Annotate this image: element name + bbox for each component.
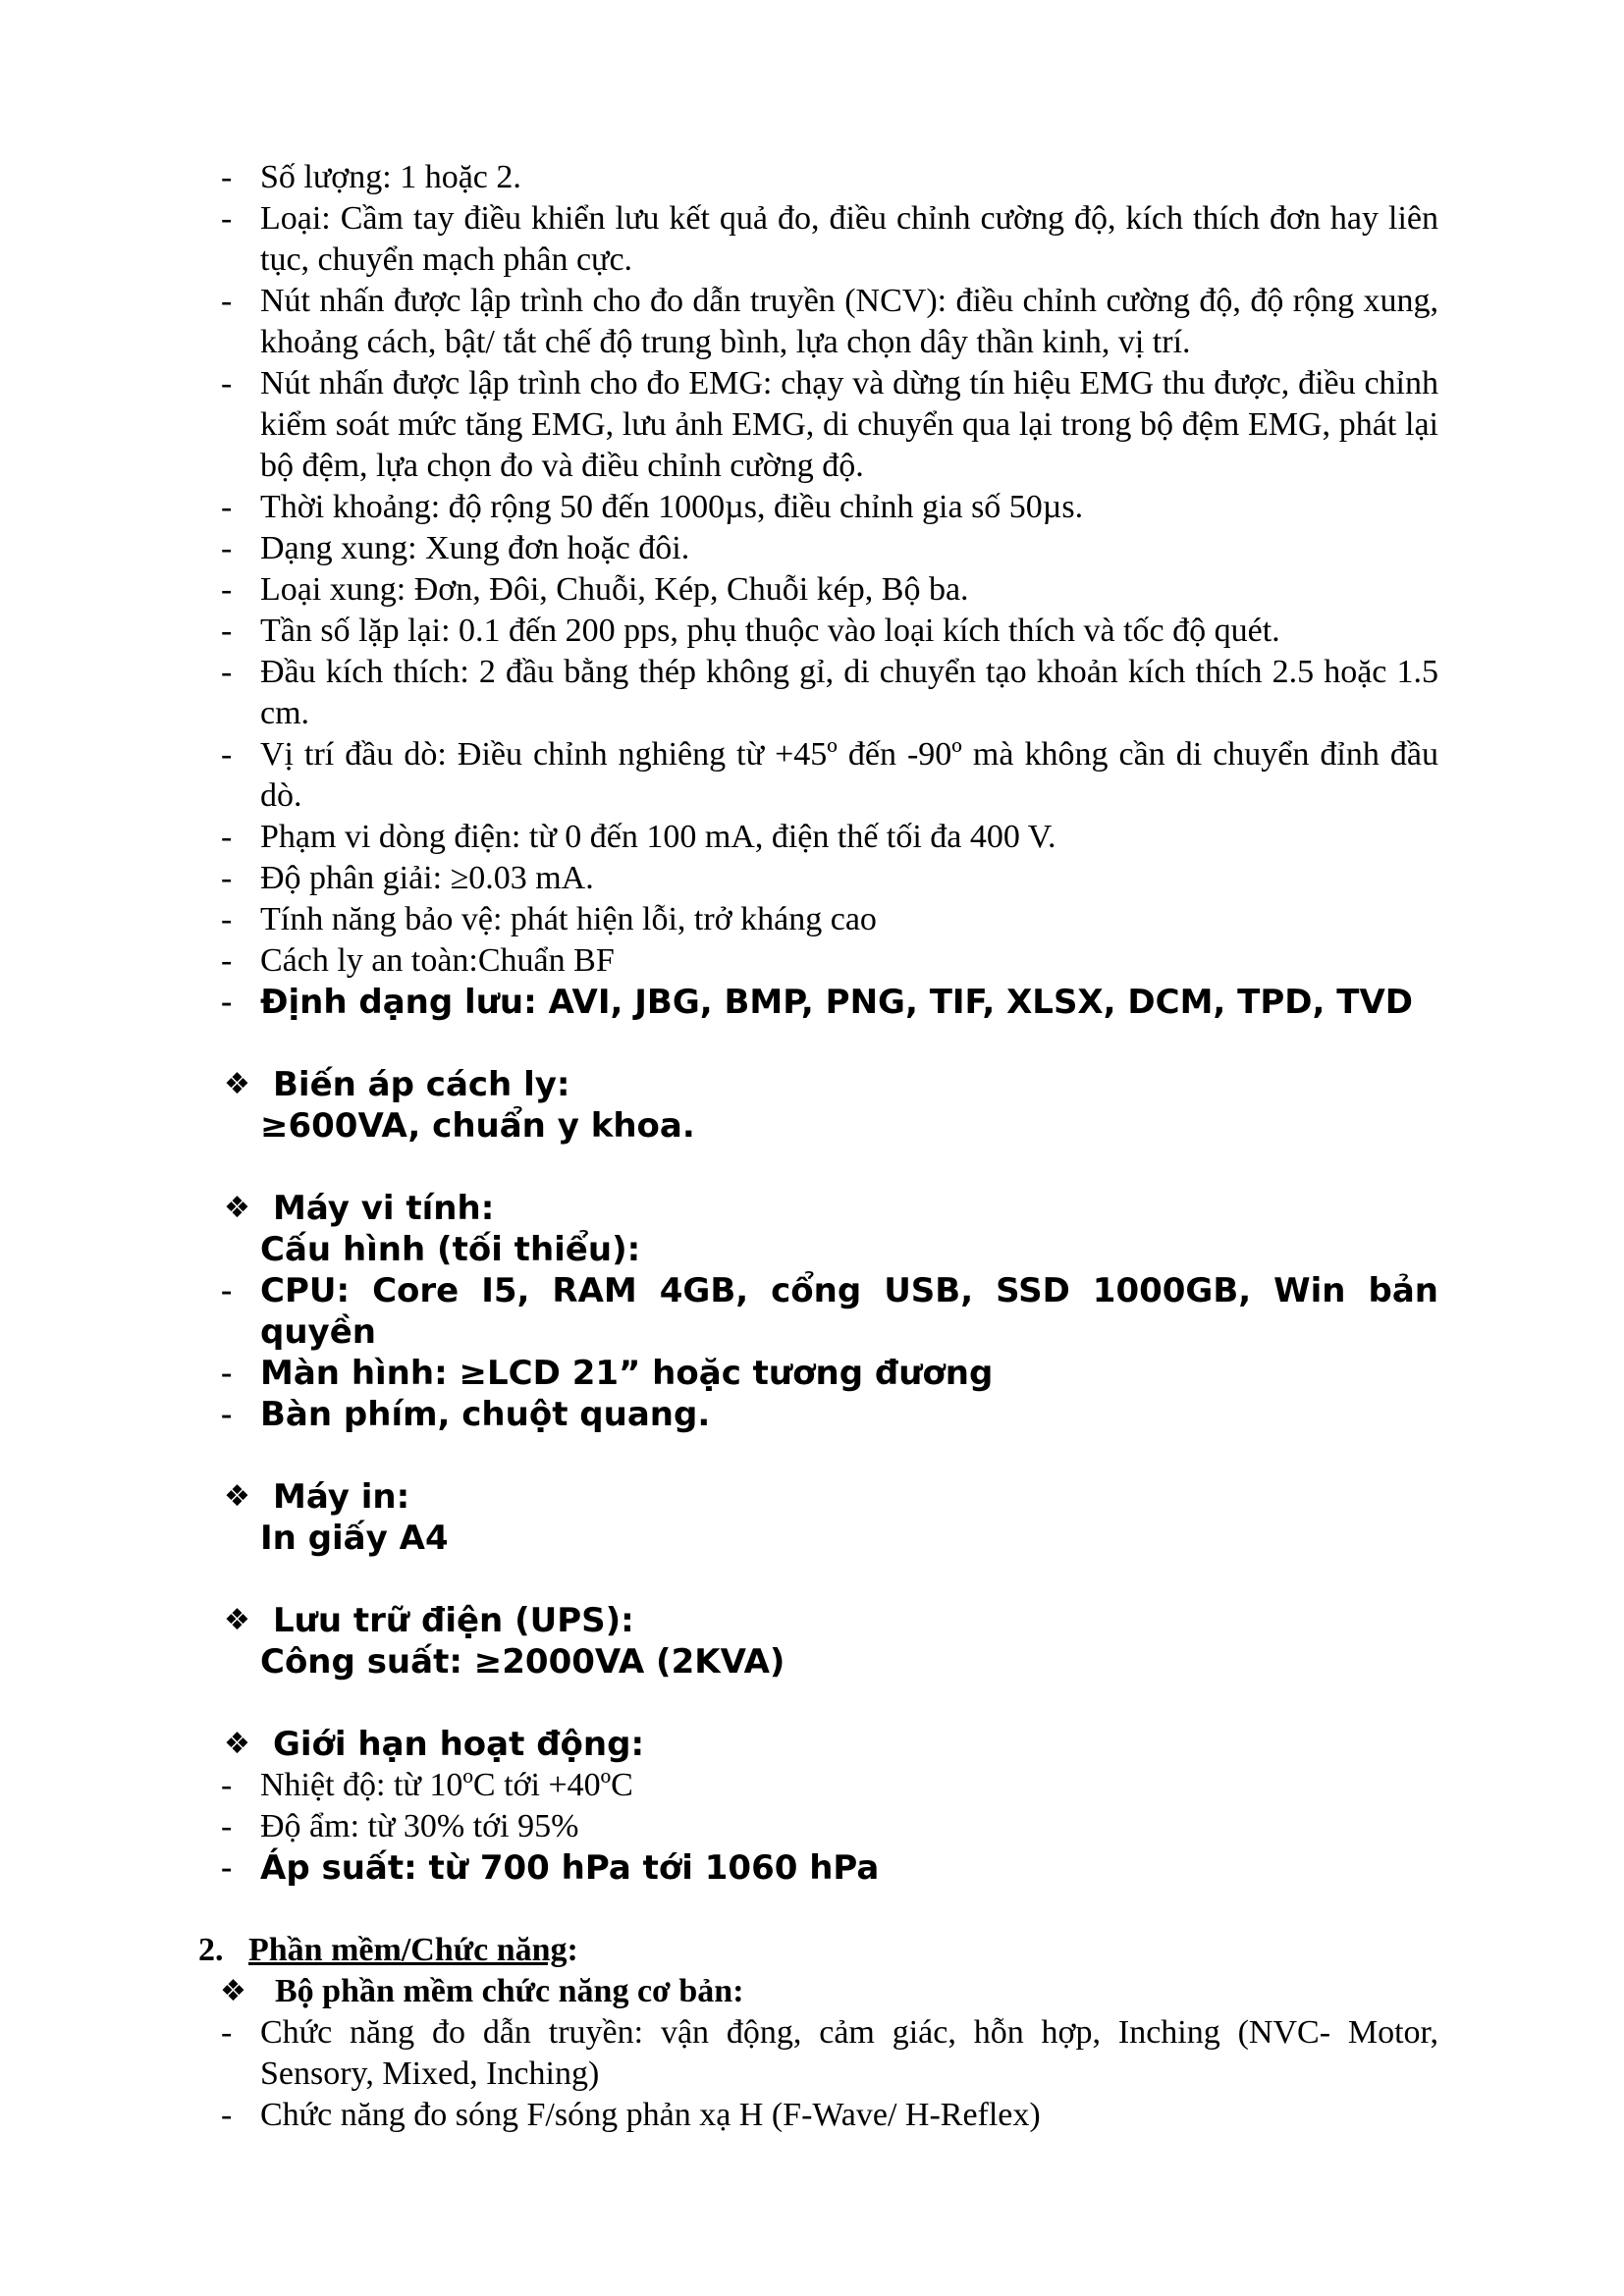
limits-section [0,1724,1624,1889]
list-item: - Bàn phím, chuột quang. [221,1395,711,1434]
printer-section [0,1476,1624,1559]
list-item: - Áp suất: từ 700 hPa tới 1060 hPa [221,1848,880,1888]
list-item: - Loại: Cầm tay điều khiển lưu kết quả đo, điều chỉnh cường độ, kích thích đơn hay liên tục, chuyển mạch phân cực. [221,200,1438,278]
list-item: - Dạng xung: Xung đơn hoặc đôi. [221,530,690,566]
diamond-bullet-icon: ❖ [224,1603,250,1637]
list-item: - Nút nhấn được lập trình cho đo EMG: chạy và dừng tín hiệu EMG thu được, điều chỉnh kiểm soát mức tăng EMG, lưu ảnh EMG, di chuyển qua lại trong bộ đệm EMG, phát lại bộ đệm, lựa chọn đo và điều chỉnh cường độ. [221,365,1438,484]
section-detail: Cấu hình (tối thiểu): [260,1230,641,1269]
subsection-heading: Bộ phần mềm chức năng cơ bản: [275,1973,744,2009]
list-item: - Nút nhấn được lập trình cho đo dẫn truyền (NCV): điều chỉnh cường độ, độ rộng xung, khoảng cách, bật/ tắt chế độ trung bình, lựa chọn dây thần kinh, vị trí. [221,283,1438,360]
list-item: - Chức năng đo dẫn truyền: vận động, cảm giác, hỗn hợp, Inching (NVC- Motor, Sensory, Mixed, Inching) [221,2014,1438,2092]
section-heading: Máy vi tính: [273,1189,495,1228]
ups-section [0,1600,1624,1682]
probe-spec-list [0,157,1624,1023]
list-item: - Tính năng bảo vệ: phát hiện lỗi, trở kháng cao [221,901,877,937]
list-item: - Vị trí đầu dò: Điều chỉnh nghiêng từ +45º đến -90º mà không cần di chuyển đỉnh đầu dò. [221,736,1438,814]
diamond-bullet-icon: ❖ [224,1191,250,1225]
list-item: - Loại xung: Đơn, Đôi, Chuỗi, Kép, Chuỗi kép, Bộ ba. [221,571,969,608]
list-item: - CPU: Core I5, RAM 4GB, cổng USB, SSD 1000GB, Win bản quyền [221,1271,1438,1352]
diamond-bullet-icon: ❖ [224,1727,250,1761]
list-item-format: - Định dạng lưu: AVI, JBG, BMP, PNG, TIF, XLSX, DCM, TPD, TVD [221,983,1413,1022]
section-detail: In giấy A4 [260,1519,449,1558]
list-item: - Nhiệt độ: từ 10ºC tới +40ºC [221,1767,633,1803]
transformer-section [0,1064,1624,1147]
diamond-bullet-icon: ❖ [224,1067,250,1101]
list-item: - Phạm vi dòng điện: từ 0 đến 100 mA, điện thế tối đa 400 V. [221,819,1056,855]
computer-section [0,1188,1624,1435]
section-detail: Công suất: ≥2000VA (2KVA) [260,1642,785,1682]
section-number: 2. [198,1932,224,1968]
list-item: - Tần số lặp lại: 0.1 đến 200 pps, phụ thuộc vào loại kích thích và tốc độ quét. [221,613,1280,649]
diamond-bullet-icon: ❖ [224,1479,250,1514]
section-heading: Lưu trữ điện (UPS): [273,1601,634,1640]
software-section: 2. Phần mềm/Chức năng: ❖ Bộ phần mềm chức năng cơ bản: - Chức năng đo dẫn truyền: vận động, cảm giác, hỗn hợp, Inching (NVC- Motor, Sensory, Mixed, Inching) - Chức năng đo sóng F/sóng phản xạ H (F-Wave/ H-Reflex) [0,1930,1624,2136]
section-title: Phần mềm/Chức năng [248,1932,568,1968]
list-item: - Số lượng: 1 hoặc 2. [221,159,521,195]
diamond-bullet-icon: ❖ [220,1974,246,2008]
list-item: - Thời khoảng: độ rộng 50 đến 1000µs, điều chỉnh gia số 50µs. [221,489,1084,525]
list-item: - Độ ẩm: từ 30% tới 95% [221,1808,579,1844]
section-heading: Biến áp cách ly: [273,1065,570,1104]
list-item: - Độ phân giải: ≥0.03 mA. [221,860,594,896]
list-item: - Màn hình: ≥LCD 21” hoặc tương đương [221,1354,994,1393]
list-item: - Cách ly an toàn:Chuẩn BF [221,942,615,979]
section-heading: Giới hạn hoạt động: [273,1725,645,1764]
section-detail: ≥600VA, chuẩn y khoa. [260,1106,695,1146]
section-heading: Máy in: [273,1477,410,1517]
list-item: - Đầu kích thích: 2 đầu bằng thép không gỉ, di chuyển tạo khoản kích thích 2.5 hoặc 1.5 cm. [221,654,1438,731]
list-item: - Chức năng đo sóng F/sóng phản xạ H (F-Wave/ H-Reflex) [221,2097,1041,2133]
